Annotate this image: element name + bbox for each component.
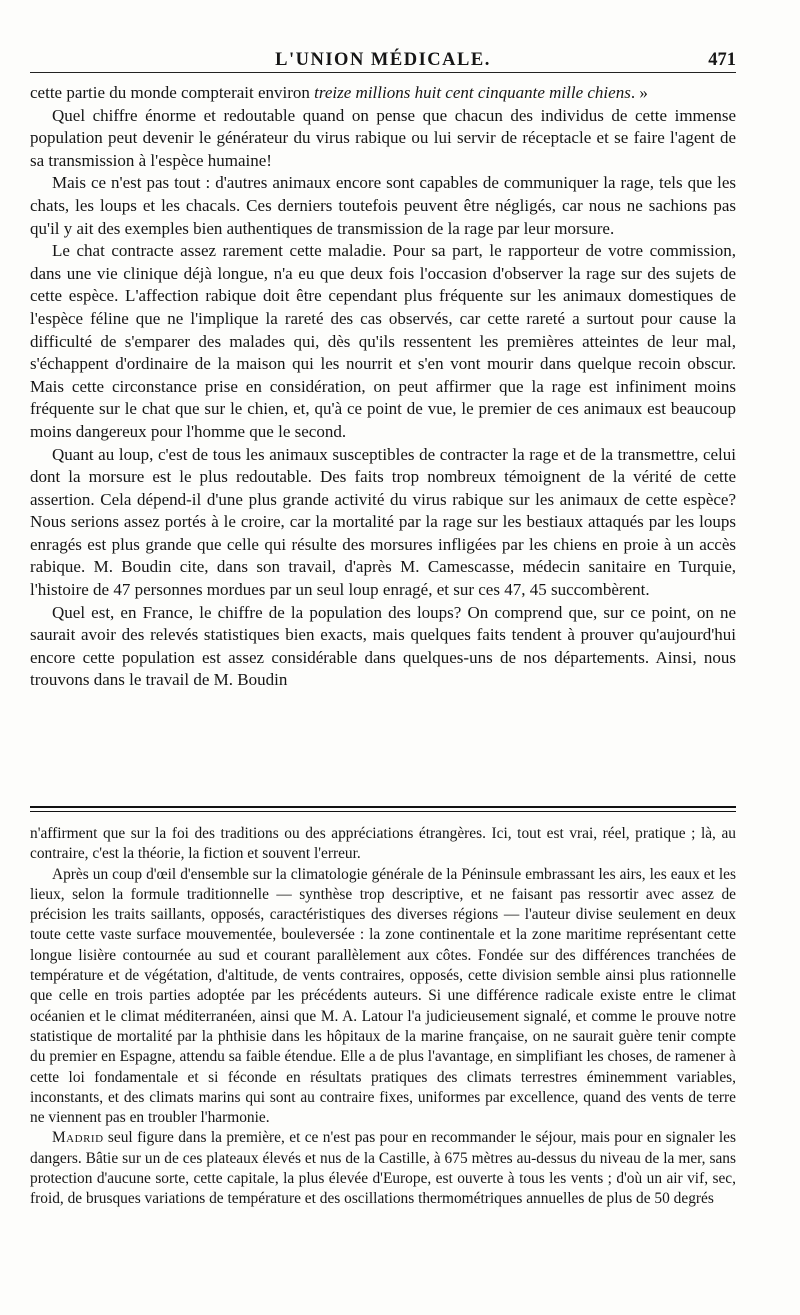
- small-caps-lead: Madrid: [52, 1129, 104, 1147]
- paragraph: Quel est, en France, le chiffre de la population des loups? On comprend que, sur ce point, on ne saurait avoir des relevés statistiques bien exacts, mais quelques faits tendent à prouver qu'aujourd'hui encore cette population est assez considérable dans quelques-uns de nos départements. Ainsi, nous trouvons dans le travail de M. Boudin: [30, 602, 736, 690]
- paragraph: Quel chiffre énorme et redoutable quand on pense que chacun des individus de cette immense population peut devenir le générateur du virus rabique ou lui servir de réceptacle et se faire l'agent de sa transmission à l'espèce humaine!: [30, 105, 736, 170]
- page: [30, 38, 736, 692]
- page-number: 471: [708, 50, 736, 70]
- text-run: seul figure dans la première, et ce n'est pas pour en recommander le séjour, mais pour en signaler les dangers. Bâtie sur un de ces plateaux élevés et nus de la Castille, à 675 mètres au-dessus du niveau de la mer, sans protection d'aucune sorte, cette capitale, la plus élevée d'Europe, est ouverte à tous les vents ; d'où un air vif, sec, froid, de brusques variations de température et des oscillations thermométriques annuelles de plus de 50 degrés: [30, 1129, 736, 1208]
- text-run: cette partie du monde compterait environ: [30, 83, 315, 102]
- paragraph: [30, 1128, 736, 1209]
- paragraph: Mais ce n'est pas tout : d'autres animaux encore sont capables de communiquer la rage, tels que les chats, les loups et les chacals. Ces derniers toutefois peuvent être négligés, car nous ne sachions pas qu'il y ait des exemples bien authentiques de transmission de la rage par leur morsure.: [30, 173, 736, 238]
- paragraph: [30, 82, 736, 105]
- paragraph: Quant au loup, c'est de tous les animaux susceptibles de contracter la rage et de la transmettre, celui dont la morsure est le plus redoutable. Des faits trop nombreux témoignent de la vérité de cette assertion. Cela dépend-il d'une plus grande activité du virus rabique sur les animaux de cette espèce? Nous serions assez portés à le croire, car la mortalité par la rage sur les bestiaux attaqués par les loups enragés est plus grande que celle qui résulte des morsures infligées par les chiens en proie à un accès rabique. M. Boudin cite, dans son travail, d'après M. Camescasse, médecin sanitaire en Turquie, l'histoire de 47 personnes mordues par un seul loup enragé, et sur ces 47, 45 succombèrent.: [30, 444, 736, 600]
- section-divider: [30, 806, 736, 812]
- paragraph: Après un coup d'œil d'ensemble sur la climatologie générale de la Péninsule embrassant les airs, les eaux et les lieux, selon la formule traditionnelle — synthèse trop descriptive, et ne faisant pas ressortir avec assez de précision les traits saillants, opposés, caractéristiques des diverses régions — l'auteur divise seulement en deux toute cette vaste surface mouvementée, bouleversée : la zone continentale et la zone maritime représentant cette longue lisière contournée au sud et courant parallèlement aux côtes. Fondée sur des différences tranchées de température et de végétation, d'altitude, de vents contraires, opposés, cette division semble ainsi plus rationnelle que celle en trois parties adoptée par les précédents auteurs. Si une différence radicale existe entre le climat océanien et le climat méditerranéen, ainsi que M. A. Latour l'a judicieusement signalé, et comme le prouve notre statistique de mortalité par la phthisie dans les hôpitaux de la marine française, on ne saurait guère tenir compte du premier en Espagne, attendu sa faible étendue. Elle a de plus l'avantage, en simplifiant les choses, de ramener à cette loi fondamentale et si féconde en résultats pratiques des climats terrestres éminemment variables, inconstants, et des climats marins qui sont au contraire fixes, uniformes par excellence, quand des vents de terre ne viennent pas en troubler l'harmonie.: [30, 865, 736, 1127]
- paragraph: Le chat contracte assez rarement cette maladie. Pour sa part, le rapporteur de votre commission, dans une vie clinique déjà longue, n'a eu que deux fois l'occasion d'observer la rage sur des sujets de cette espèce. L'affection rabique doit être cependant plus fréquente sur les animaux domestiques de l'espèce féline que ne l'implique la rareté des cas observés, car cette rareté a surtout pour cause la difficulté de s'emparer des malades qui, dès qu'ils ressentent les premières atteintes de leur mal, s'échappent d'ordinaire de la maison qui les nourrit et s'en vont mourir dans quelque recoin obscur. Mais cette circonstance prise en considération, on peut affirmer que la rage est infiniment moins fréquente sur le chat que sur le chien, et, qu'à ce point de vue, le premier de ces animaux est beaucoup moins dangereux pour l'homme que le second.: [30, 241, 736, 441]
- feuilleton-text: [30, 824, 736, 1210]
- paragraph: n'affirment que sur la foi des traditions ou des appréciations étrangères. Ici, tout est vrai, réel, pratique ; là, au contraire, c'est la théorie, la fiction et souvent l'erreur.: [30, 825, 736, 863]
- text-run: . »: [630, 83, 648, 102]
- running-header: [30, 38, 736, 73]
- italic-quote: treize millions huit cent cinquante mille chiens: [314, 83, 631, 102]
- journal-title: L'UNION MÉDICALE.: [275, 50, 491, 70]
- main-text: [30, 82, 736, 692]
